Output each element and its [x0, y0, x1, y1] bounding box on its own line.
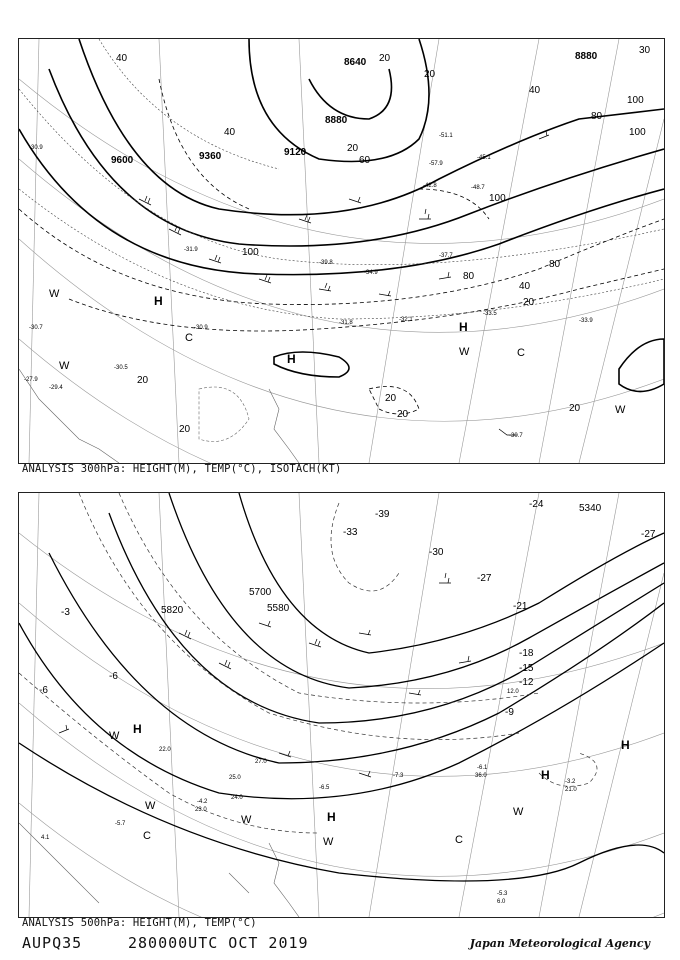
wind-value: 22.0 [159, 747, 171, 753]
temp-label: -37.7 [439, 253, 453, 259]
temp-label: -34.9 [364, 270, 378, 276]
isotach-label: 80 [463, 271, 475, 282]
agency-name: Japan Meteorological Agency [469, 937, 650, 950]
isotach-label: 20 [397, 409, 409, 420]
height-label: 5340 [579, 503, 602, 514]
temp-label: -39.8 [319, 260, 333, 266]
temp-label: -30.5 [114, 365, 128, 371]
wind-value: 4.1 [41, 835, 50, 841]
isotach-label: 20 [569, 403, 581, 414]
isotach-label: 100 [627, 95, 644, 106]
height-label: 5580 [267, 603, 290, 614]
temp-label: -42.8 [423, 183, 437, 189]
isotach-label: 40 [224, 127, 236, 138]
temp-label: -32.1 [399, 317, 413, 323]
isotach-label: 100 [629, 127, 646, 138]
valid-time: 280000UTC OCT 2019 [128, 934, 309, 952]
isotach-label: 20 [385, 393, 397, 404]
temp-label: -18 [519, 648, 534, 659]
wind-value: 6.0 [497, 899, 506, 905]
temp-label: -9 [505, 707, 514, 718]
height-label: 9600 [111, 155, 134, 166]
warm-center: W [323, 836, 334, 848]
map-panel-500hpa [18, 492, 665, 918]
warm-center: W [513, 806, 524, 818]
warm-center: W [59, 360, 70, 372]
isotach-label: 40 [519, 281, 531, 292]
grid-lines [19, 493, 664, 917]
coastline [19, 369, 299, 463]
isotach-label: 20 [347, 143, 359, 154]
temp-label: -30.7 [29, 325, 43, 331]
temp-value: -3.2 [565, 779, 576, 785]
wind-value: 25.0 [229, 775, 241, 781]
isotach-label: 20 [523, 297, 535, 308]
chart-code: AUPQ35 [22, 934, 83, 952]
isotherms [19, 493, 597, 833]
wind-value: 21.0 [565, 787, 577, 793]
height-label: 9120 [284, 147, 307, 158]
warm-center: W [49, 288, 60, 300]
wind-value: 12.0 [507, 689, 519, 695]
cold-center: C [517, 347, 525, 359]
caption-300hpa: ANALYSIS 300hPa: HEIGHT(M), TEMP(°C), ISOTACH(KT) [22, 463, 342, 475]
high-center: H [541, 768, 550, 782]
high-center: H [154, 294, 163, 308]
temp-label: -29.4 [49, 385, 63, 391]
temp-label: -27 [641, 529, 656, 540]
isotach-label: 40 [529, 85, 541, 96]
wind-barbs [139, 131, 549, 435]
temp-label: -12 [519, 677, 534, 688]
height-label: 5820 [161, 605, 184, 616]
temp-label: -57.9 [429, 161, 443, 167]
temp-label: -27 [477, 573, 492, 584]
isotach-label: 30 [639, 45, 651, 56]
temp-value: -5.7 [115, 821, 126, 827]
wind-value: 24.0 [231, 795, 243, 801]
temp-value: -6.1 [477, 765, 488, 771]
isotach-label: 20 [379, 53, 391, 64]
height-label: 8640 [344, 57, 367, 68]
temp-label: -45.1 [477, 155, 491, 161]
warm-center: W [241, 814, 252, 826]
coastline [19, 823, 299, 917]
warm-center: W [109, 730, 120, 742]
temp-label: -15 [519, 663, 534, 674]
temp-label: -51.1 [439, 133, 453, 139]
high-center: H [133, 722, 142, 736]
temp-label-group [24, 133, 593, 439]
warm-center: W [615, 404, 626, 416]
temp-label: -33 [343, 527, 358, 538]
height-contours [19, 39, 664, 392]
cold-center: C [143, 830, 151, 842]
temp-label: -31.9 [184, 247, 198, 253]
map-panel-300hpa [18, 38, 665, 464]
height-label: 8880 [575, 51, 598, 62]
caption-500hpa: ANALYSIS 500hPa: HEIGHT(M), TEMP(°C) [22, 917, 257, 929]
isotach-label: 60 [359, 155, 371, 166]
map-300hpa-svg [19, 39, 664, 463]
temp-label: -30 [429, 547, 444, 558]
height-label: 5700 [249, 587, 272, 598]
temp-value: -7.3 [393, 773, 404, 779]
temp-value: -6.5 [319, 785, 330, 791]
temp-label: -48.7 [471, 185, 485, 191]
temp-label: -30.9 [194, 325, 208, 331]
temp-label: -31.8 [339, 320, 353, 326]
warm-center: W [459, 346, 470, 358]
temp-label: -24 [529, 499, 544, 510]
wind-value: 27.0 [255, 759, 267, 765]
high-center: H [287, 352, 296, 366]
temp-value: -5.3 [497, 891, 508, 897]
isotach-label: 40 [116, 53, 128, 64]
isotach-label: 80 [549, 259, 561, 270]
temp-label: -30.9 [29, 145, 43, 151]
isotach-label: 80 [591, 111, 603, 122]
high-center: H [621, 738, 630, 752]
cold-center: C [185, 332, 193, 344]
isotach-label: 20 [179, 424, 191, 435]
temp-label: -21 [513, 601, 528, 612]
cold-center: C [455, 834, 463, 846]
wind-value: 23.0 [195, 807, 207, 813]
high-center: H [459, 320, 468, 334]
temp-label: -6 [109, 671, 118, 682]
temp-label: -33.9 [579, 318, 593, 324]
map-500hpa-svg [19, 493, 664, 917]
temp-label: -27.9 [24, 377, 38, 383]
height-label: 8880 [325, 115, 348, 126]
temp-label: -3 [61, 607, 70, 618]
temp-label: -6 [39, 685, 48, 696]
isotach-label: 100 [489, 193, 506, 204]
centers-group [109, 722, 630, 848]
grid-lines [19, 39, 664, 463]
temp-label-group [39, 499, 656, 718]
temp-label: -39 [375, 509, 390, 520]
temp-value: -4.2 [197, 799, 208, 805]
wind-value: 36.0 [475, 773, 487, 779]
isotach-label: 20 [137, 375, 149, 386]
temp-label: -30.7 [509, 433, 523, 439]
warm-center: W [145, 800, 156, 812]
height-label: 9360 [199, 151, 222, 162]
centers-group [49, 288, 626, 416]
isotach-label: 100 [242, 247, 259, 258]
temp-label: -33.5 [483, 311, 497, 317]
isotach-contours [19, 79, 664, 414]
isotach-label: 20 [424, 69, 436, 80]
high-center: H [327, 810, 336, 824]
